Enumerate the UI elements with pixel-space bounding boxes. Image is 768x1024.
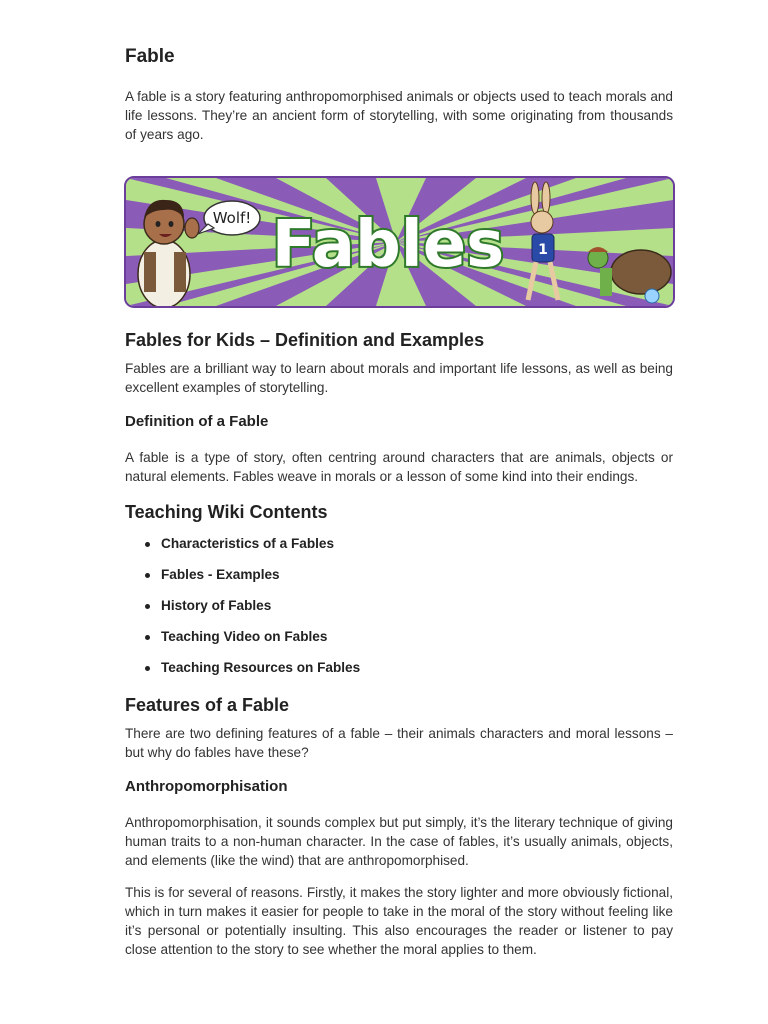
features-paragraph: There are two defining features of a fable – their animals characters and moral lessons – but why do fables have these? [125,726,673,760]
fables-banner [124,176,675,308]
contents-item-history[interactable]: History of Fables [145,598,360,629]
contents-item-teaching-resources[interactable]: Teaching Resources on Fables [145,660,360,691]
speech-bubble-text: Wolf! [212,209,252,227]
fables-for-kids-heading: Fables for Kids – Definition and Examples [125,330,485,350]
anthropomorphisation-heading: Anthropomorphisation [125,778,288,795]
fables-banner-art [126,178,673,306]
features-heading: Features of a Fable [125,695,290,715]
anthropomorphisation-paragraph-1: Anthropomorphisation, it sounds complex but put simply, it’s the literary technique of giving human traits to a non-human character. In the case of fables, it’s usually animals, objects, and elements (like the wind) that are anthropomorphised. [125,815,673,868]
contents-item-examples[interactable]: Fables - Examples [145,567,360,598]
anthropomorphisation-paragraph-2: This is for several of reasons. Firstly, it makes the story lighter and more obviously fictional, which in turn makes it easier for people to take in the moral of the story without feeling like it’s personal or potentially insulting. This also encourages the reader or listener to pay close attention to the story to see whether the moral applies to them. [125,885,673,957]
definition-paragraph: A fable is a type of story, often centring around characters that are animals, objects or natural elements. Fables weave in morals or a lesson of some kind into their endings. [125,450,673,484]
fable-intro-paragraph: A fable is a story featuring anthropomorphised animals or objects used to teach morals and life lessons. They’re an ancient form of storytelling, with some originating from thousands of years ago. [125,89,673,142]
contents-list [145,536,360,691]
fable-heading: Fable [125,46,175,67]
contents-item-teaching-video[interactable]: Teaching Video on Fables [145,629,360,660]
fables-for-kids-paragraph: Fables are a brilliant way to learn about morals and important life lessons, as well as being excellent examples of storytelling. [125,361,673,395]
jersey-number: 1 [538,242,548,258]
definition-heading: Definition of a Fable [125,413,269,430]
teaching-wiki-contents-heading: Teaching Wiki Contents [125,502,328,522]
banner-title-text: Fables [271,208,505,282]
contents-item-characteristics[interactable]: Characteristics of a Fables [145,536,360,567]
